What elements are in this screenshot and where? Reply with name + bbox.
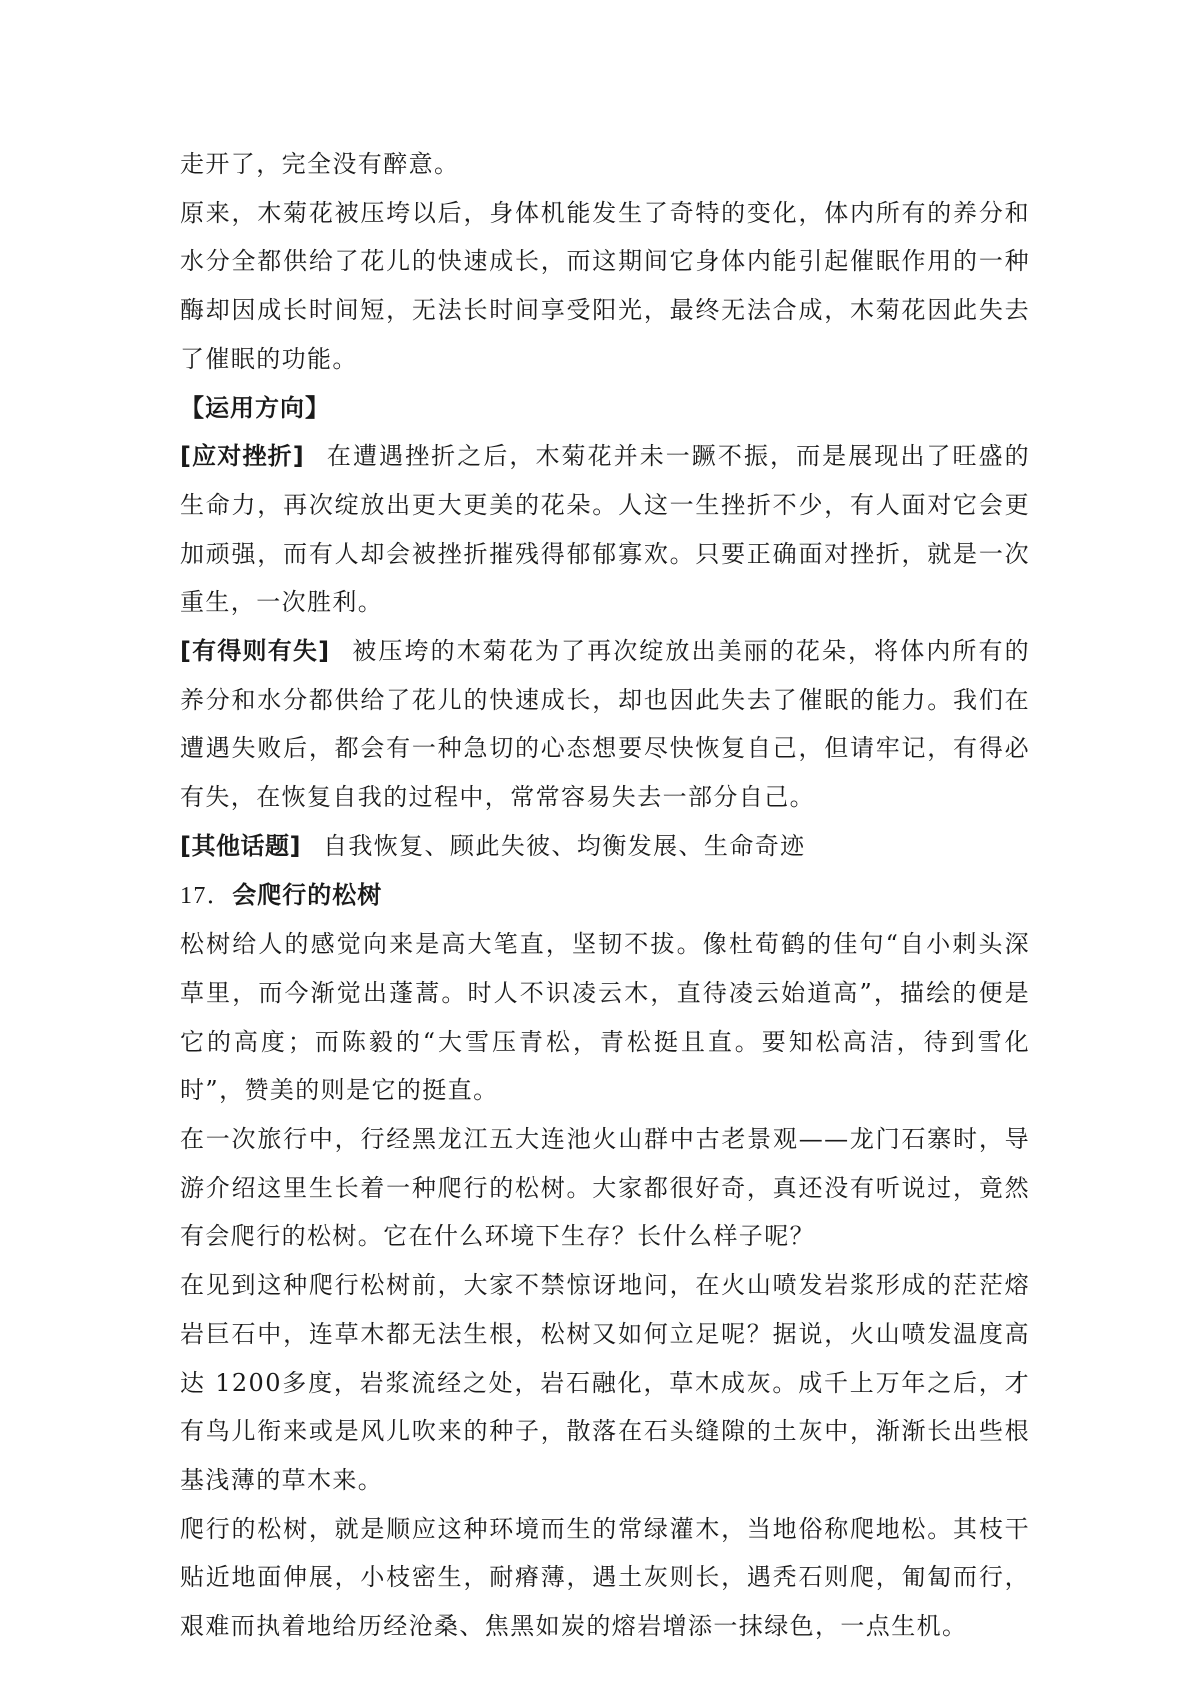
section-heading-application xyxy=(180,384,1030,433)
paragraph-text: 爬行的松树，就是顺应这种环境而生的常绿灌木，当地俗称爬地松。其枝干贴近地面伸展，小枝密生，耐瘠薄，遇土灰则长，遇秃石则爬，匍匐而行，艰难而执着地给历经沧桑、焦黑如炭的熔岩增添一抹绿色，一点生机。 xyxy=(180,1514,1030,1641)
topic-tag: [应对挫折] xyxy=(180,442,305,471)
paragraph xyxy=(180,920,1030,1115)
paragraph xyxy=(180,189,1030,384)
paragraph-text: 原来，木菊花被压垮以后，身体机能发生了奇特的变化，体内所有的养分和水分全都供给了花儿的快速成长，而这期间它身体内能引起催眠作用的一种酶却因成长时间短，无法长时间享受阳光，最终无法合成，木菊花因此失去了催眠的功能。 xyxy=(180,198,1030,373)
paragraph-text: 被压垮的木菊花为了再次绽放出美丽的花朵，将体内所有的养分和水分都供给了花儿的快速成长，却也因此失去了催眠的能力。我们在遭遇失败后，都会有一种急切的心态想要尽快恢复自己，但请牢记，有得必有失，在恢复自我的过程中，常常容易失去一部分自己。 xyxy=(180,637,1030,812)
paragraph-text: 在遭遇挫折之后，木菊花并未一蹶不振，而是展现出了旺盛的生命力，再次绽放出更大更美的花朵。人这一生挫折不少，有人面对它会更加顽强，而有人却会被挫折摧残得郁郁寡欢。只要正确面对挫折，就是一次重生，一次胜利。 xyxy=(180,442,1030,617)
topic-tag: [有得则有失] xyxy=(180,637,330,666)
article-title xyxy=(180,871,1030,921)
topic-list: 自我恢复、顾此失彼、均衡发展、生命奇迹 xyxy=(322,831,806,860)
paragraph-text: 松树给人的感觉向来是高大笔直，坚韧不拔。像杜荀鹤的佳句“自小刺头深草里，而今渐觉出蓬蒿。时人不识凌云木，直待凌云始道高”，描绘的便是它的高度；而陈毅的“大雪压青松，青松挺且直。要知松高洁，待到雪化时”，赞美的则是它的挺直。 xyxy=(180,930,1030,1105)
paragraph-text: 走开了，完全没有醉意。 xyxy=(180,150,460,178)
paragraph xyxy=(180,1261,1030,1505)
topic-tag: [其他话题] xyxy=(180,831,301,860)
document-page xyxy=(180,140,1030,1651)
paragraph-text: 在见到这种爬行松树前，大家不禁惊讶地问，在火山喷发岩浆形成的茫茫熔岩巨石中，连草木都无法生根，松树又如何立足呢？据说，火山喷发温度高达 1200多度，岩浆流经之处，岩石融化，草木成灰。成千上万年之后，才有鸟儿衔来或是风儿吹来的种子，散落在石头缝隙的土灰中，渐渐长出些根基浅薄的草木来。 xyxy=(180,1271,1030,1494)
article-title-text: 会爬行的松树 xyxy=(232,880,383,909)
paragraph-text: 在一次旅行中，行经黑龙江五大连池火山群中古老景观——龙门石寨时，导游介绍这里生长着一种爬行的松树。大家都很好奇，真还没有听说过，竟然有会爬行的松树。它在什么环境下生存？长什么样子呢？ xyxy=(180,1125,1030,1251)
paragraph xyxy=(180,1505,1030,1651)
article-number: 17． xyxy=(180,882,233,909)
topic-paragraph-gain-loss xyxy=(180,627,1030,822)
paragraph xyxy=(180,1115,1030,1261)
topic-paragraph-frustration xyxy=(180,432,1030,627)
section-heading-text: 【运用方向】 xyxy=(180,393,330,422)
paragraph xyxy=(180,140,1030,189)
topic-paragraph-other xyxy=(180,822,1030,871)
